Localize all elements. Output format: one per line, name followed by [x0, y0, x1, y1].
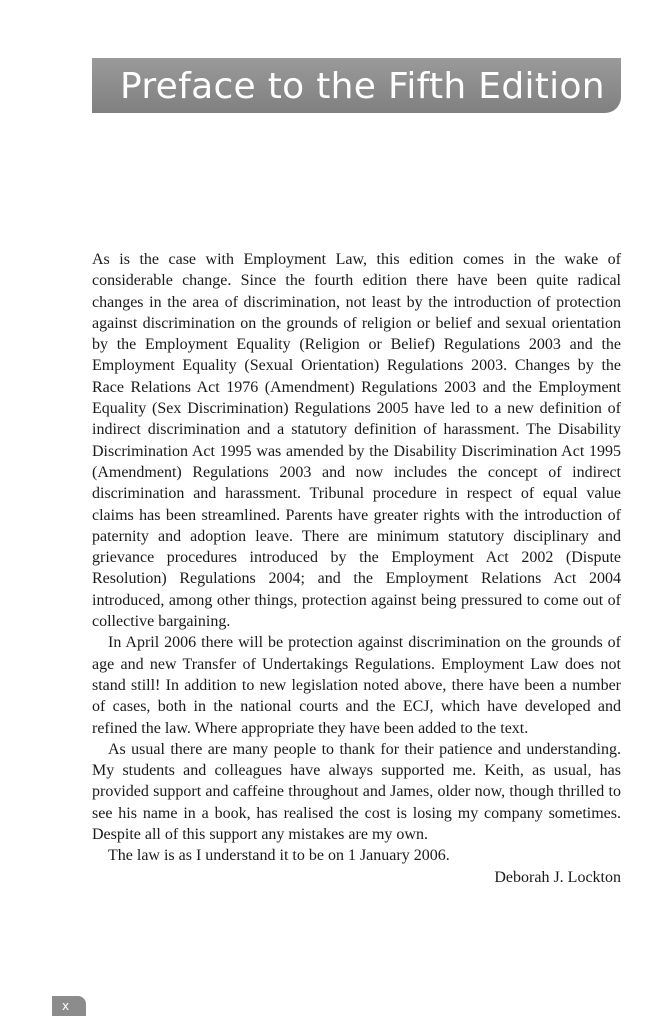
preface-body: [92, 249, 621, 888]
paragraph: In April 2006 there will be protection against discrimination on the grounds of age and new Transfer of Undertakings Regulations. Employment Law does not stand still! In addition to new legislation noted above, there have been a number of cases, both in the national courts and the ECJ, which have developed and refined the law. Where appropriate they have been added to the text.: [92, 634, 621, 737]
paragraph: As is the case with Employment Law, this edition comes in the wake of considerable change. Since the fourth edition there have been quite radical changes in the area of discrimination, not least by the introduction of protection against discrimination on the grounds of religion or belief and sexual orientation by the Employment Equality (Religion or Belief) Regulations 2003 and the Employment Equality (Sexual Orientation) Regulations 2003. Changes by the Race Relations Act 1976 (Amendment) Regulations 2003 and the Employment Equality (Sex Discrimination) Regulations 2005 have led to a new definition of indirect discrimination and a statutory definition of harassment. The Disability Discrimination Act 1995 was amended by the Disability Discrimination Act 1995 (Amendment) Regulations 2003 and now includes the concept of indirect discrimination and harassment. Tribunal procedure in respect of equal value claims has been streamlined. Parents have greater rights with the introduction of paternity and adoption leave. There are minimum statutory disciplinary and grievance procedures introduced by the Employment Act 2002 (Dispute Resolution) Regulations 2004; and the Employment Relations Act 2004 introduced, among other things, protection against being pressured to come out of collective bargaining.: [92, 251, 621, 631]
title-banner: [92, 58, 621, 113]
page-title: Preface to the Fifth Edition: [120, 65, 605, 107]
page-number: x: [62, 999, 70, 1013]
paragraph: The law is as I understand it to be on 1 January 2006.: [108, 847, 450, 865]
page-number-tab: [52, 996, 86, 1016]
paragraph: As usual there are many people to thank for their patience and understanding. My students and colleagues have always supported me. Keith, as usual, has provided support and caffeine throughout and James, older now, though thrilled to see his name in a book, has realised the cost is losing my company sometimes. Despite all of this support any mistakes are my own.: [92, 740, 621, 844]
author-signature: Deborah J. Lockton: [494, 868, 621, 886]
